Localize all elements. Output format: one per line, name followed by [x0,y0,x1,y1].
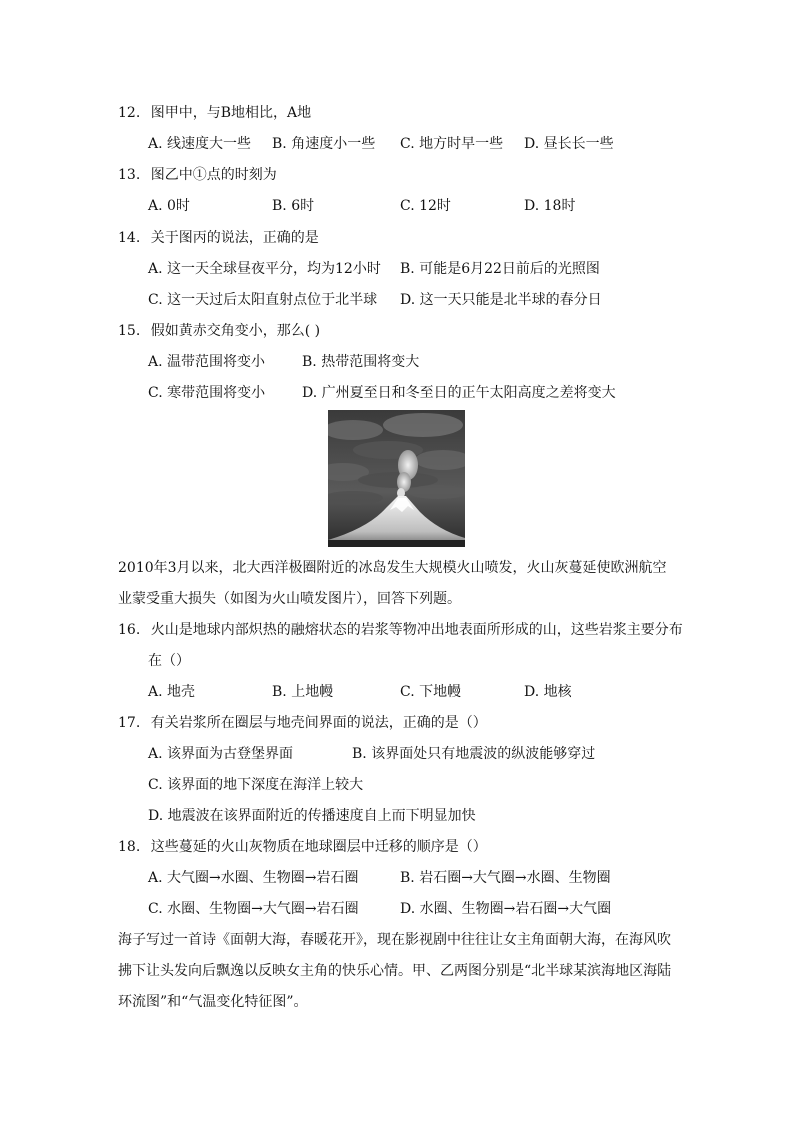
question-number: 14. [118,230,141,246]
question-stem: 图甲中，与B地相比，A地 [150,105,312,121]
option: A. 该界面为古登堡界面 [148,746,294,762]
volcano-icon [328,410,465,547]
passage-line: 拂下让头发向后飘逸以反映女主角的快乐心情。甲、乙两图分别是“北半球某滨海地区海陆 [118,963,672,979]
passage-line: 业蒙受重大损失（如图为火山喷发图片），回答下列题。 [118,591,461,607]
option: B. 角速度小一些 [272,136,376,152]
option: C. 12时 [400,198,451,214]
volcano-eruption-photo [328,410,465,547]
question-stem: 这些蔓延的火山灰物质在地球圈层中迁移的顺序是（） [150,839,487,855]
option: A. 线速度大一些 [148,136,252,152]
option: B. 岩石圈→大气圈→水圈、生物圈 [400,870,611,886]
option: B. 6时 [272,198,315,214]
option: D. 昼长长一些 [524,136,614,152]
option: B. 上地幔 [272,684,334,700]
option: B. 可能是6月22日前后的光照图 [400,261,600,277]
question-number: 15. [118,323,141,339]
question-number: 12. [118,105,141,121]
option: A. 这一天全球昼夜平分，均为12小时 [148,261,381,277]
option: A. 0时 [148,198,190,214]
option: D. 这一天只能是北半球的春分日 [400,292,602,308]
option: D. 水圈、生物圈→岩石圈→大气圈 [400,901,612,917]
option: D. 18时 [524,198,576,214]
question-number: 13. [118,167,141,183]
question-13 [118,165,277,185]
option: C. 该界面的地下深度在海洋上较大 [148,777,364,793]
question-14 [118,228,319,248]
question-number: 18. [118,839,141,855]
question-stem: 火山是地球内部炽热的融熔状态的岩浆等物冲出地表面所形成的山，这些岩浆主要分布 [150,622,683,638]
option: A. 地壳 [148,684,196,700]
question-number: 17. [118,715,141,731]
option: C. 这一天过后太阳直射点位于北半球 [148,292,378,308]
question-17 [118,713,487,733]
option: C. 下地幔 [400,684,462,700]
question-stem: 有关岩浆所在圈层与地壳间界面的说法，正确的是（） [150,715,487,731]
question-stem: 图乙中①点的时刻为 [150,167,277,183]
option: D. 地震波在该界面附近的传播速度自上而下明显加快 [148,808,476,824]
option: C. 地方时早一些 [400,136,504,152]
option: D. 广州夏至日和冬至日的正午太阳高度之差将变大 [302,385,616,401]
question-16 [118,620,683,640]
question-stem-continued: 在（） [148,653,190,669]
option: B. 热带范围将变大 [302,354,420,370]
question-stem: 假如黄赤交角变小，那么( ) [150,323,321,339]
question-15 [118,321,320,341]
option: C. 水圈、生物圈→大气圈→岩石圈 [148,901,359,917]
option: C. 寒带范围将变小 [148,385,266,401]
question-12 [118,103,311,123]
option: B. 该界面处只有地震波的纵波能够穿过 [352,746,596,762]
option: D. 地核 [524,684,572,700]
option: A. 温带范围将变小 [148,354,266,370]
question-18 [118,837,487,857]
option: A. 大气圈→水圈、生物圈→岩石圈 [148,870,359,886]
passage-line: 海子写过一首诗《面朝大海，春暖花开》，现在影视剧中往往让女主角面朝大海，在海风吹 [118,932,671,948]
question-stem: 关于图丙的说法，正确的是 [150,230,319,246]
question-number: 16. [118,622,141,638]
passage-line: 环流图”和“气温变化特征图”。 [118,994,308,1010]
passage-line: 2010年3月以来，北大西洋极圈附近的冰岛发生大规模火山喷发，火山灰蔓延使欧洲航空 [118,560,667,576]
